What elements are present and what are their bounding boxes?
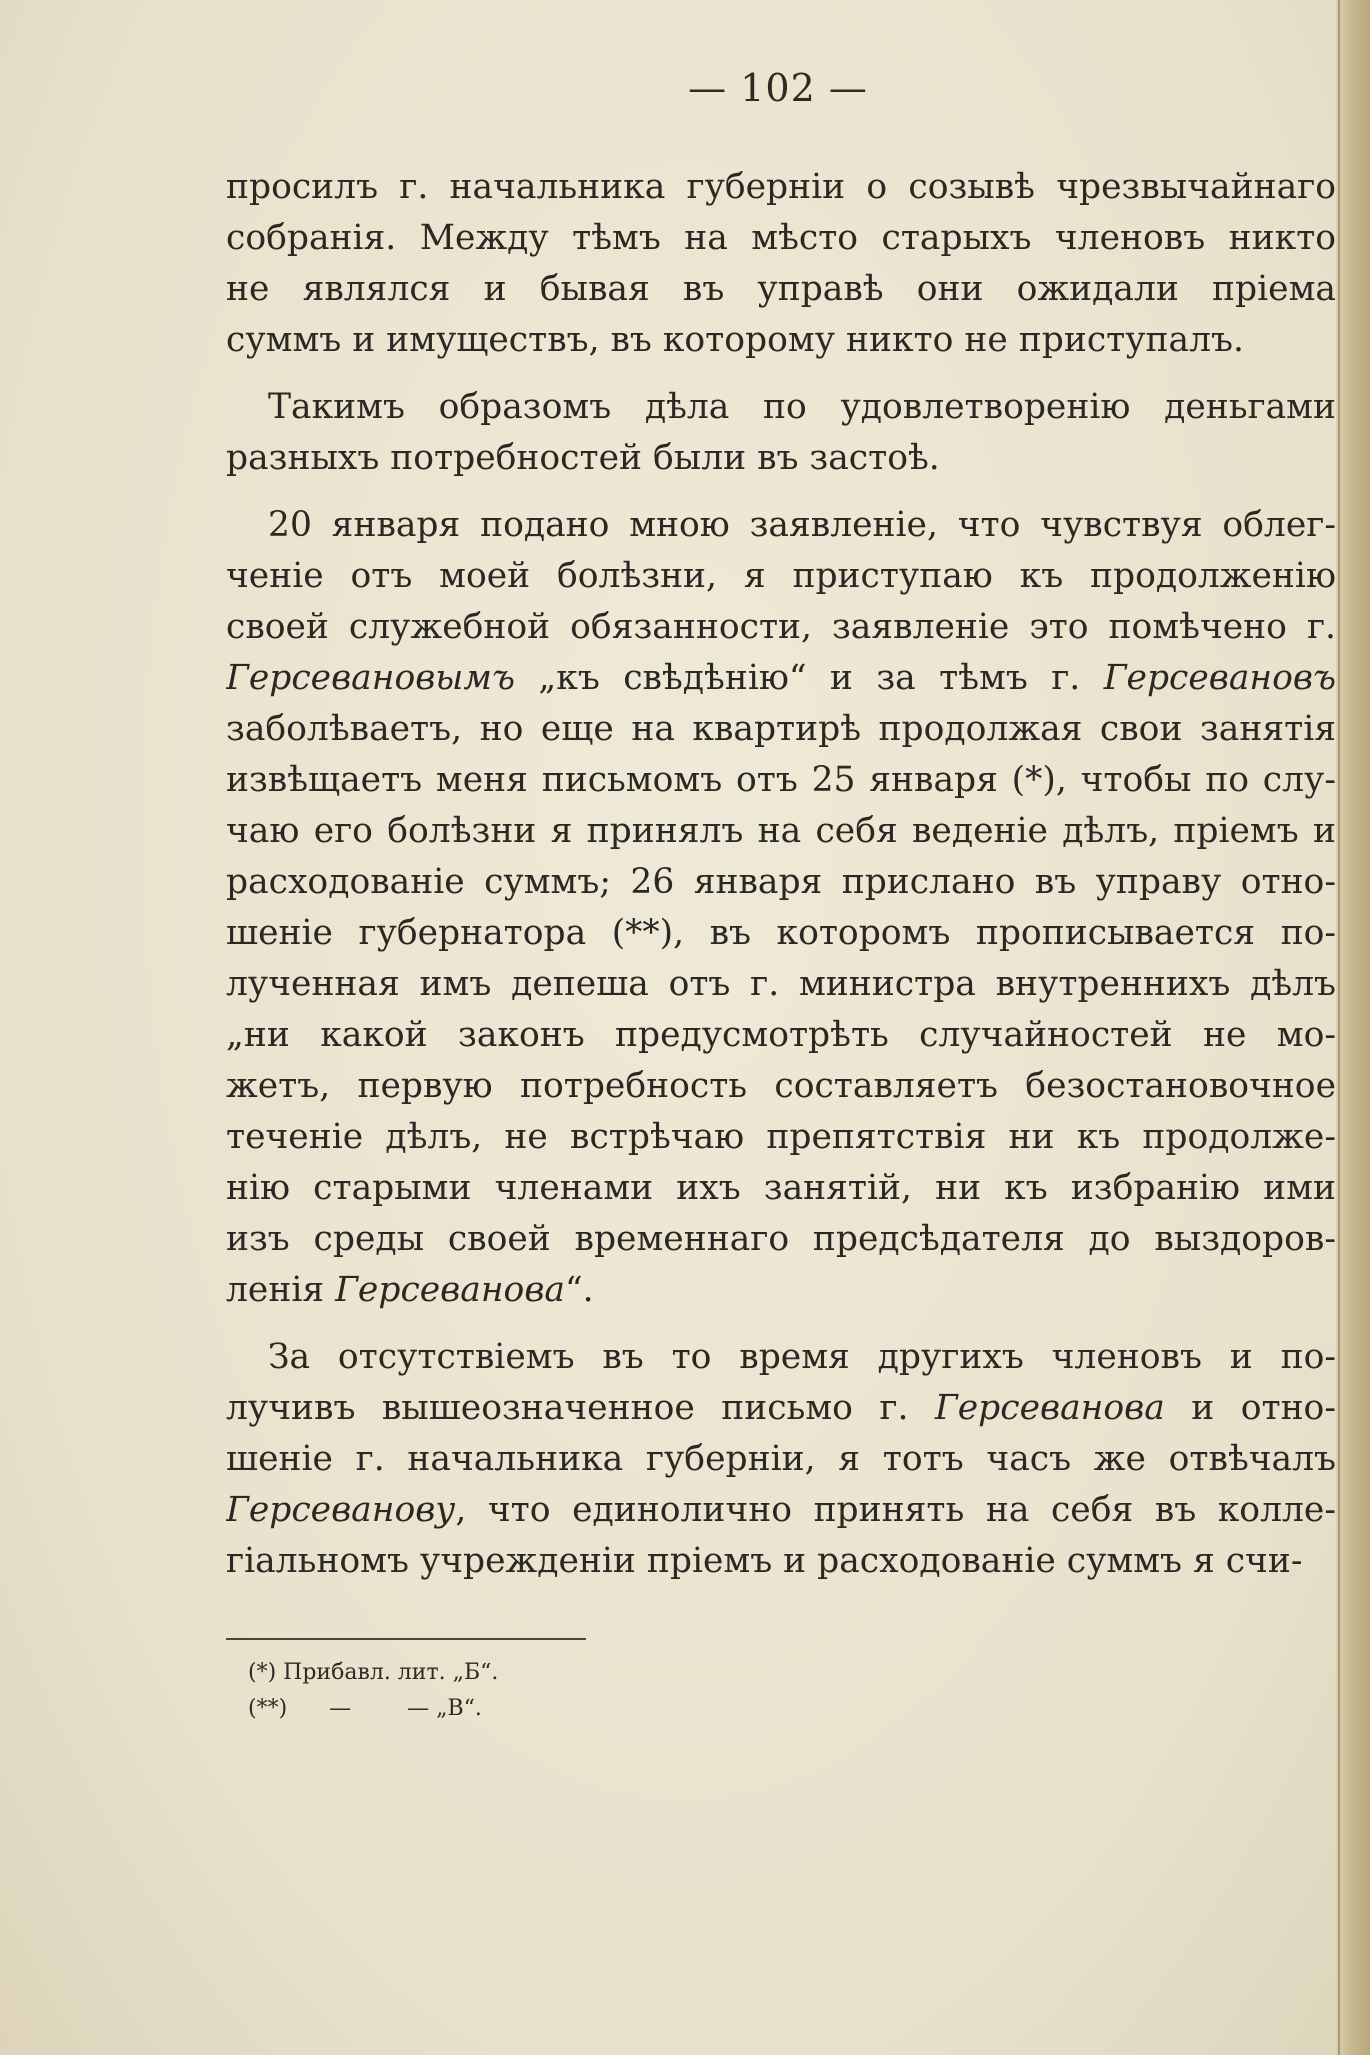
body-text: [226, 162, 1336, 1587]
text-segment: просилъ г. начальника губерніи о созывѣ чрезвычайнаго: [226, 167, 1336, 207]
text-line: [226, 857, 1336, 908]
text-segment: жетъ, первую потребность составляетъ безостановочное: [226, 1066, 1336, 1106]
text-line: [226, 602, 1336, 653]
text-line: [226, 806, 1336, 857]
text-segment: ченіе отъ моей болѣзни, я приступаю къ продолженію: [226, 556, 1336, 596]
text-line: [226, 1536, 1336, 1587]
text-line: [226, 653, 1336, 704]
text-segment: расходованіе суммъ; 26 января прислано въ управу отно-: [226, 862, 1336, 902]
text-line: [226, 1485, 1336, 1536]
text-line: [226, 755, 1336, 806]
italic-name: Герсевановъ: [1103, 658, 1336, 698]
paragraph: [226, 162, 1336, 366]
text-line: [226, 264, 1336, 315]
text-line: [226, 704, 1336, 755]
text-segment: шеніе губернатора (**), въ которомъ прописывается по-: [226, 913, 1336, 953]
text-line: [226, 1010, 1336, 1061]
text-segment: 20 января подано мною заявленіе, что чувствуя облег-: [268, 505, 1336, 545]
text-line: [226, 551, 1336, 602]
italic-name: Герсеванова: [335, 1270, 565, 1310]
text-segment: не являлся и бывая въ управѣ они ожидали пріема: [226, 269, 1336, 309]
text-line: [226, 1163, 1336, 1214]
text-segment: суммъ и имуществъ, въ которому никто не приступалъ.: [226, 320, 1244, 360]
text-segment: разныхъ потребностей были въ застоѣ.: [226, 438, 940, 478]
text-segment: Такимъ образомъ дѣла по удовлетворенію деньгами: [268, 387, 1336, 427]
text-segment: чаю его болѣзни я принялъ на себя веденіе дѣлъ, пріемъ и: [226, 811, 1336, 851]
text-line: [226, 1214, 1336, 1265]
text-segment: „къ свѣдѣнію“ и за тѣмъ г.: [515, 658, 1104, 698]
text-line: [226, 959, 1336, 1010]
text-line: [226, 1061, 1336, 1112]
text-segment: , что единолично принять на себя въ колле-: [455, 1490, 1336, 1530]
footnote-divider: [226, 1638, 586, 1640]
text-line: [226, 500, 1336, 551]
paragraph: [226, 500, 1336, 1316]
text-segment: шеніе г. начальника губерніи, я тотъ часъ же отвѣчалъ: [226, 1439, 1336, 1479]
paragraph: [226, 382, 1336, 484]
text-segment: “.: [564, 1270, 594, 1310]
text-line: [226, 213, 1336, 264]
text-line: [226, 1383, 1336, 1434]
text-segment: заболѣваетъ, но еще на квартирѣ продолжая свои занятія: [226, 709, 1336, 749]
text-segment: и отно-: [1164, 1388, 1336, 1428]
page-edge-line: [1338, 0, 1340, 2055]
text-segment: гіальномъ учрежденіи пріемъ и расходованіе суммъ я счи-: [226, 1541, 1303, 1581]
italic-name: Герсеванова: [934, 1388, 1165, 1428]
text-line: [226, 1112, 1336, 1163]
text-line: [226, 1332, 1336, 1383]
italic-name: Герсевановымъ: [226, 658, 516, 698]
footnote-2: (**) — — „В“.: [248, 1696, 482, 1721]
text-line: [226, 1265, 1336, 1316]
text-line: [226, 382, 1336, 433]
footnote-1: (*) Прибавл. лит. „Б“.: [248, 1660, 499, 1685]
text-segment: лученная имъ депеша отъ г. министра внутреннихъ дѣлъ: [226, 964, 1336, 1004]
text-line: [226, 1434, 1336, 1485]
text-segment: своей служебной обязанности, заявленіе это помѣчено г.: [226, 607, 1336, 647]
page-number: — 102 —: [688, 66, 868, 110]
text-segment: ленія: [226, 1270, 336, 1310]
text-line: [226, 315, 1336, 366]
text-line: [226, 908, 1336, 959]
text-segment: лучивъ вышеозначенное письмо г.: [226, 1388, 935, 1428]
text-segment: За отсутствіемъ въ то время другихъ членовъ и по-: [268, 1337, 1336, 1377]
text-segment: изъ среды своей временнаго предсѣдателя до выздоров-: [226, 1219, 1336, 1259]
text-segment: „ни какой законъ предусмотрѣть случайностей не мо-: [226, 1015, 1336, 1055]
text-line: [226, 433, 1336, 484]
text-segment: собранія. Между тѣмъ на мѣсто старыхъ членовъ никто: [226, 218, 1336, 258]
text-segment: теченіе дѣлъ, не встрѣчаю препятствія ни къ продолже-: [226, 1117, 1336, 1157]
footnotes: [248, 1655, 848, 1727]
text-segment: извѣщаетъ меня письмомъ отъ 25 января (*), чтобы по слу-: [226, 760, 1336, 800]
text-segment: нію старыми членами ихъ занятій, ни къ избранію ими: [226, 1168, 1336, 1208]
italic-name: Герсеванову: [226, 1490, 456, 1530]
text-line: [226, 162, 1336, 213]
paragraph: [226, 1332, 1336, 1587]
page-edge: [1336, 0, 1370, 2055]
